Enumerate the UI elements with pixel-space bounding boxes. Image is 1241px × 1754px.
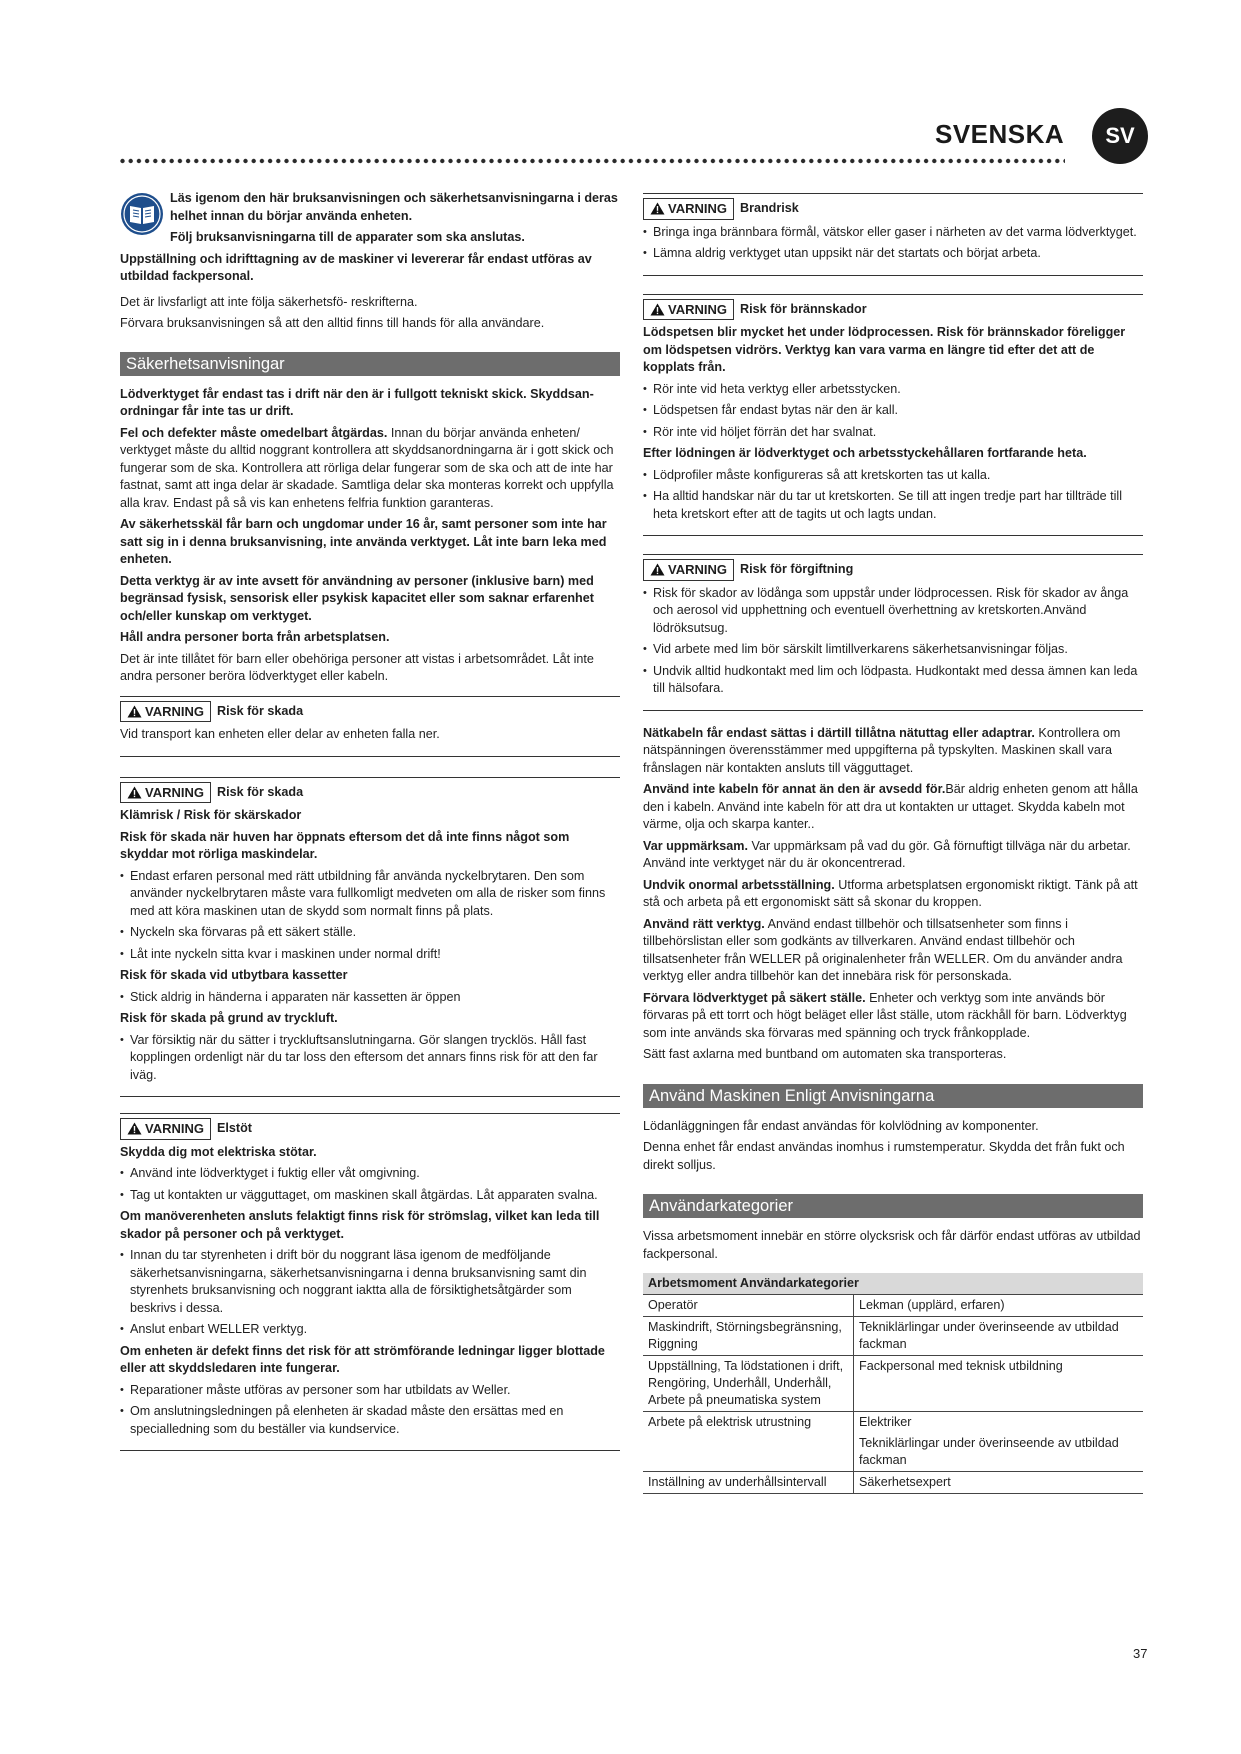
list-item: • Om anslutningsledningen på elenheten är skadad måste den ersättas med en specialledning som du beställer via kundservice. [120, 1403, 620, 1438]
list-item: • Lämna aldrig verktyget utan uppsikt när det startats och börjat arbeta. [643, 245, 1143, 263]
list-item: • Tag ut kontakten ur vägguttaget, om maskinen skall åtgärdas. Låt apparaten svalna. [120, 1187, 620, 1205]
warning-label-text: VARNING [668, 562, 727, 577]
paragraph-lead: Nätkabeln får endast sättas i därtill tillåtna nätuttag eller adaptrar. [643, 725, 1035, 740]
book-icon [120, 192, 164, 236]
bullet-list [643, 467, 1143, 524]
table-cell-task: Operatör [648, 1298, 698, 1312]
list-item: • Endast erfaren personal med rätt utbildning får använda nyckelbrytaren. Den som använder nyckelbrytaren måste vara fullkomligt medveten om alla de risker som finns med att köra maskinen utan de skydd som normalt finns på plats. [120, 868, 620, 921]
warning-injury [120, 777, 620, 1098]
safety-paragraph-4: Detta verktyg är av inte avsett för användning av personer (inklusive barn) med begränsad fysisk, sensorisk eller psykisk kapacitet eller som saknar erfarenhet och/eller kunskap om verktyget. [120, 573, 594, 623]
warning-subheading: Risk för skada vid utbytbara kassetter [120, 968, 348, 982]
warning-triangle-icon [127, 705, 142, 718]
intro-line-1: Läs igenom den här bruksanvisningen och säkerhetsanvisningarna i deras helhet innan du börjar använda enheten. [170, 191, 618, 223]
usage-paragraph-2: Denna enhet får endast användas inomhus i rumstemperatur. Skydda det från fukt och direkt solljus. [643, 1140, 1125, 1172]
table-cell-task: Inställning av underhållsintervall [648, 1475, 827, 1489]
general-paragraph-6 [643, 990, 1143, 1043]
list-item: • Nyckeln ska förvaras på ett säkert ställe. [120, 924, 620, 942]
paragraph-lead: Undvik onormal arbetsställning. [643, 877, 835, 892]
table-cell-category: Tekniklärlingar under överinseende av utbildad fackman [854, 1317, 1144, 1356]
warning-title: Elstöt [216, 1121, 252, 1135]
list-item: • Vid arbete med lim bör särskilt limtillverkarens säkerhetsanvisningar följas. [643, 641, 1143, 659]
safety-paragraph-3: Av säkerhetsskäl får barn och ungdomar under 16 år, samt personer som inte har satt sig in i denna bruksanvisning, inte använda verktyget. Låt inte barn leka med enheten. [120, 517, 607, 566]
section-heading-user-categories: Användarkategorier [643, 1194, 1143, 1218]
warning-label-text: VARNING [145, 784, 204, 800]
safety-paragraph-2 [120, 425, 620, 513]
warning-title: Risk för skada [216, 703, 304, 718]
list-item: • Använd inte lödverktyget i fuktig eller våt omgivning. [120, 1165, 620, 1183]
warning-label-text: VARNING [668, 201, 727, 216]
list-item: • Undvik alltid hudkontakt med lim och lödpasta. Hudkontakt med dessa ämnen kan leda till hälsofara. [643, 663, 1143, 698]
table-cell-category: Säkerhetsexpert [854, 1472, 1144, 1494]
intro-line-3: Uppställning och idrifttagning av de maskiner vi levererar får endast utföras av utbildad fackpersonal. [120, 251, 592, 283]
warning-subheading: Om enheten är defekt finns det risk för att strömförande ledningar ligger blottade eller att skyddsledaren inte fungerar. [120, 1343, 605, 1375]
paragraph-lead: Var uppmärksam. [643, 838, 748, 853]
warning-transport [120, 696, 620, 757]
list-item: • Innan du tar styrenheten i drift bör du noggrant läsa igenom de medföljande säkerhetsanvisningarna, säkerhetsanvisningarna i denna bruksanvisning samt din styrenhets bruksanvisning och noggrant iaktta alla de försiktighetsåtgärder som beskrivs i dessa. [120, 1247, 620, 1317]
warning-subheading: Risk för skada på grund av tryckluft. [120, 1011, 338, 1025]
table-cell-task: Arbete på elektrisk utrustning [648, 1415, 812, 1429]
list-item: • Risk för skador av lödånga som uppstår under lödprocessen. Risk för skador av ånga och aerosol vid upphettning och eventuell överhettning av kretskorten.Använd lödröksutsug. [643, 585, 1143, 638]
warning-label [643, 559, 734, 581]
paragraph-body: Kontrollera om nätspänningen överensstämmer med uppgifterna på typskylten. Maskinen skall vara frånslagen när kontakten ansluts till vägguttaget. [643, 725, 1121, 775]
safety-paragraph-1: Lödverktyget får endast tas i drift när den är i fullgott tekniskt skick. Skyddsan- ordningar får inte tas ur drift. [120, 386, 594, 418]
table-cell-category: Tekniklärlingar under överinseende av utbildad fackman [854, 1433, 1144, 1472]
table-cell-category: Fackpersonal med teknisk utbildning [854, 1356, 1144, 1412]
warning-header [120, 782, 620, 804]
left-column [120, 190, 620, 1465]
warning-triangle-icon [127, 1122, 142, 1135]
table-cell-category: Elektriker [854, 1412, 1144, 1434]
warning-triangle-icon [650, 202, 665, 215]
warning-triangle-icon [127, 786, 142, 799]
bullet-list [120, 1247, 620, 1339]
bullet-list [643, 585, 1143, 698]
warning-subheading: Klämrisk / Risk för skärskador [120, 808, 302, 822]
table-header: Arbetsmoment Användarkategorier [643, 1273, 1143, 1295]
table-row [643, 1317, 1143, 1356]
warning-poisoning [643, 554, 1143, 711]
bullet-list [120, 1032, 620, 1085]
warning-subheading: Skydda dig mot elektriska stötar. [120, 1144, 317, 1159]
warning-label [643, 299, 734, 321]
paragraph-body: Bär aldrig enheten genom att hålla den i kabeln. Använd inte kabeln för att dra ut kontakten ur uttaget. Skydda kabeln mot värme, olja och skarpa kanter.. [643, 782, 1138, 831]
paragraph-lead: Använd rätt verktyg. [643, 916, 765, 931]
intro-line-2: Följ bruksanvisningarna till de apparater som ska anslutas. [170, 230, 525, 244]
paragraph-lead: Använd inte kabeln för annat än den är avsedd för. [643, 782, 946, 796]
warning-header [643, 559, 1143, 581]
usage-paragraph-1: Lödanläggningen får endast användas för kolvlödning av komponenter. [643, 1118, 1039, 1133]
safety-paragraph-2-lead: Fel och defekter måste omedelbart åtgärdas. [120, 425, 388, 440]
list-item: • Ha alltid handskar när du tar ut kretskorten. Se till att ingen tredje part har tillträde till heta kretskort efter att de tagits ut och lagts undan. [643, 488, 1143, 523]
section-heading-safety: Säkerhetsanvisningar [120, 352, 620, 376]
general-paragraph-2 [643, 781, 1143, 834]
warning-subheading: Efter lödningen är lödverktyget och arbetsstyckehållaren fortfarande heta. [643, 446, 1087, 460]
paragraph-body: Var uppmärksam på vad du gör. Gå förnuftigt tillväga när du arbetar. Använd inte verktyget när du är okoncentrerad. [643, 838, 1131, 870]
bullet-list [643, 224, 1143, 263]
bullet-list [120, 989, 620, 1007]
list-item: • Rör inte vid höljet förrän det har svalnat. [643, 424, 1143, 442]
general-paragraph-5 [643, 916, 1143, 986]
list-item: • Anslut enbart WELLER verktyg. [120, 1321, 620, 1339]
warning-label [643, 198, 734, 220]
table-row [643, 1433, 1143, 1472]
language-title: SVENSKA [935, 119, 1065, 149]
intro-block [120, 190, 620, 247]
warning-subheading: Risk för skada när huven har öppnats eftersom det då inte finns något som skyddar mot rörliga maskindelar. [120, 829, 570, 861]
warning-title: Risk för förgiftning [739, 562, 854, 576]
warning-header [643, 198, 1143, 220]
paragraph-lead: Förvara lödverktyget på säkert ställe. [643, 990, 866, 1005]
table-cell-task: Uppställning, Ta lödstationen i drift, Rengöring, Underhåll, Underhåll, Arbete på pneumatiska system [648, 1359, 844, 1407]
warning-text: Vid transport kan enheten eller delar av enheten falla ner. [120, 727, 440, 741]
general-paragraph-4 [643, 877, 1143, 912]
table-row [643, 1412, 1143, 1434]
safety-paragraph-5: Håll andra personer borta från arbetsplatsen. [120, 630, 390, 644]
warning-burns [643, 294, 1143, 537]
paragraph-body: Enheter och verktyg som inte används bör förvaras på ett torrt och högt beläget eller låst ställe, utom räckhåll för barn. Lödverktyg som inte används ska förvaras med spänning och tryck frånkopplade. [643, 990, 1127, 1040]
table-cell-category: Lekman (upplärd, erfaren) [854, 1295, 1144, 1317]
safety-paragraph-2-body: Innan du börjar använda enheten/ verktyget måste du alltid noggrant kontrollera att skyddsanordningarna är i gott skick och fungerar som de ska. Kontrollera att rörliga delar fungerar som de ska och att de inte har fastnat, samt att inga delar är skadade. Samtliga delar ska monteras korrekt och uppfylla alla krav. Endast på så vis kan enhetens felfria funktion garanteras. [120, 425, 614, 510]
list-item: • Låt inte nyckeln sitta kvar i maskinen under normal drift! [120, 946, 620, 964]
intro-paragraph-2: Förvara bruksanvisningen så att den alltid finns till hands för alla användare. [120, 316, 545, 330]
bullet-list [120, 868, 620, 964]
warning-triangle-icon [650, 303, 665, 316]
page-number: 37 [1133, 1646, 1148, 1661]
table-row [643, 1472, 1143, 1494]
table-row [643, 1356, 1143, 1412]
warning-title: Risk för skada [216, 784, 304, 799]
list-item: • Stick aldrig in händerna i apparaten när kassetten är öppen [120, 989, 620, 1007]
warning-label-text: VARNING [145, 703, 204, 719]
bullet-list [643, 381, 1143, 442]
warning-fire [643, 193, 1143, 276]
list-item: • Reparationer måste utföras av personer som har utbildats av Weller. [120, 1382, 620, 1400]
table-cell-task: Maskindrift, Störningsbegränsning, Riggning [648, 1320, 842, 1351]
table-cell-task [643, 1433, 854, 1472]
table-row [643, 1295, 1143, 1317]
warning-subheading: Om manöverenheten ansluts felaktigt finns risk för strömslag, vilket kan leda till skador på personer och på verktyget. [120, 1209, 600, 1241]
warning-header [120, 1118, 620, 1140]
safety-paragraph-6: Det är inte tillåtet för barn eller obehöriga personer att vistas i arbetsområdet. Låt inte andra personer beröra lödverktyget eller kabeln. [120, 651, 594, 683]
warning-header [120, 701, 620, 723]
list-item: • Bringa inga brännbara förmål, vätskor eller gaser i närheten av det varma lödverktyget. [643, 224, 1143, 242]
bullet-list [120, 1165, 620, 1204]
warning-title: Brandrisk [739, 201, 799, 215]
warning-label [120, 1118, 211, 1140]
warning-electric-shock [120, 1113, 620, 1451]
users-paragraph-1: Vissa arbetsmoment innebär en större olycksrisk och får därför endast utföras av utbildad fackpersonal. [643, 1229, 1141, 1261]
warning-label-text: VARNING [145, 1121, 204, 1136]
intro-paragraph-1: Det är livsfarligt att inte följa säkerhetsfö- reskrifterna. [120, 294, 418, 309]
list-item: • Var försiktig när du sätter i tryckluftsanslutningarna. Gör slangen trycklös. Håll fast kopplingen ordenligt när du tar loss den eftersom det annars finns risk för att den far iväg. [120, 1032, 620, 1085]
warning-title: Risk för brännskador [739, 301, 867, 316]
paragraph-body: Använd endast tillbehör och tillsatsenheter som finns i tillbehörslistan eller som godkänts av tillverkaren. Använd endast tillbehör och tillsatsenheter från WELLER på originalenheter från WELLER. Om du använder andra verktyg eller andra tillbehör kan det innebära risk för personskada. [643, 916, 1123, 983]
general-paragraph-3 [643, 838, 1143, 873]
section-heading-usage: Använd Maskinen Enligt Anvisningarna [643, 1084, 1143, 1108]
general-paragraph-1 [643, 725, 1143, 778]
paragraph-body: Utforma arbetsplatsen ergonomiskt riktigt. Tänk på att stå och arbeta på ett ergonomiskt sätt så skonar du kroppen. [643, 877, 1138, 909]
warning-subheading: Lödspetsen blir mycket het under lödprocessen. Risk för brännskador föreligger om lödspetsen vidrörs. Verktyg kan vara varma en längre tid efter det att de kopplats från. [643, 325, 1126, 374]
general-paragraph-7: Sätt fast axlarna med buntband om automaten ska transporteras. [643, 1047, 1007, 1061]
warning-label [120, 782, 211, 804]
right-column [643, 193, 1143, 1494]
warning-label [120, 701, 211, 723]
table-header-row [643, 1273, 1143, 1295]
bullet-list [120, 1382, 620, 1439]
language-badge: SV [1092, 108, 1148, 164]
warning-header [643, 299, 1143, 321]
dotted-divider [120, 157, 1065, 165]
warning-label-text: VARNING [668, 301, 727, 317]
warning-triangle-icon [650, 563, 665, 576]
list-item: • Rör inte vid heta verktyg eller arbetsstycken. [643, 381, 1143, 399]
list-item: • Lödprofiler måste konfigureras så att kretskorten tas ut kalla. [643, 467, 1143, 485]
user-category-table [643, 1273, 1143, 1494]
list-item: • Lödspetsen får endast bytas när den är kall. [643, 402, 1143, 420]
